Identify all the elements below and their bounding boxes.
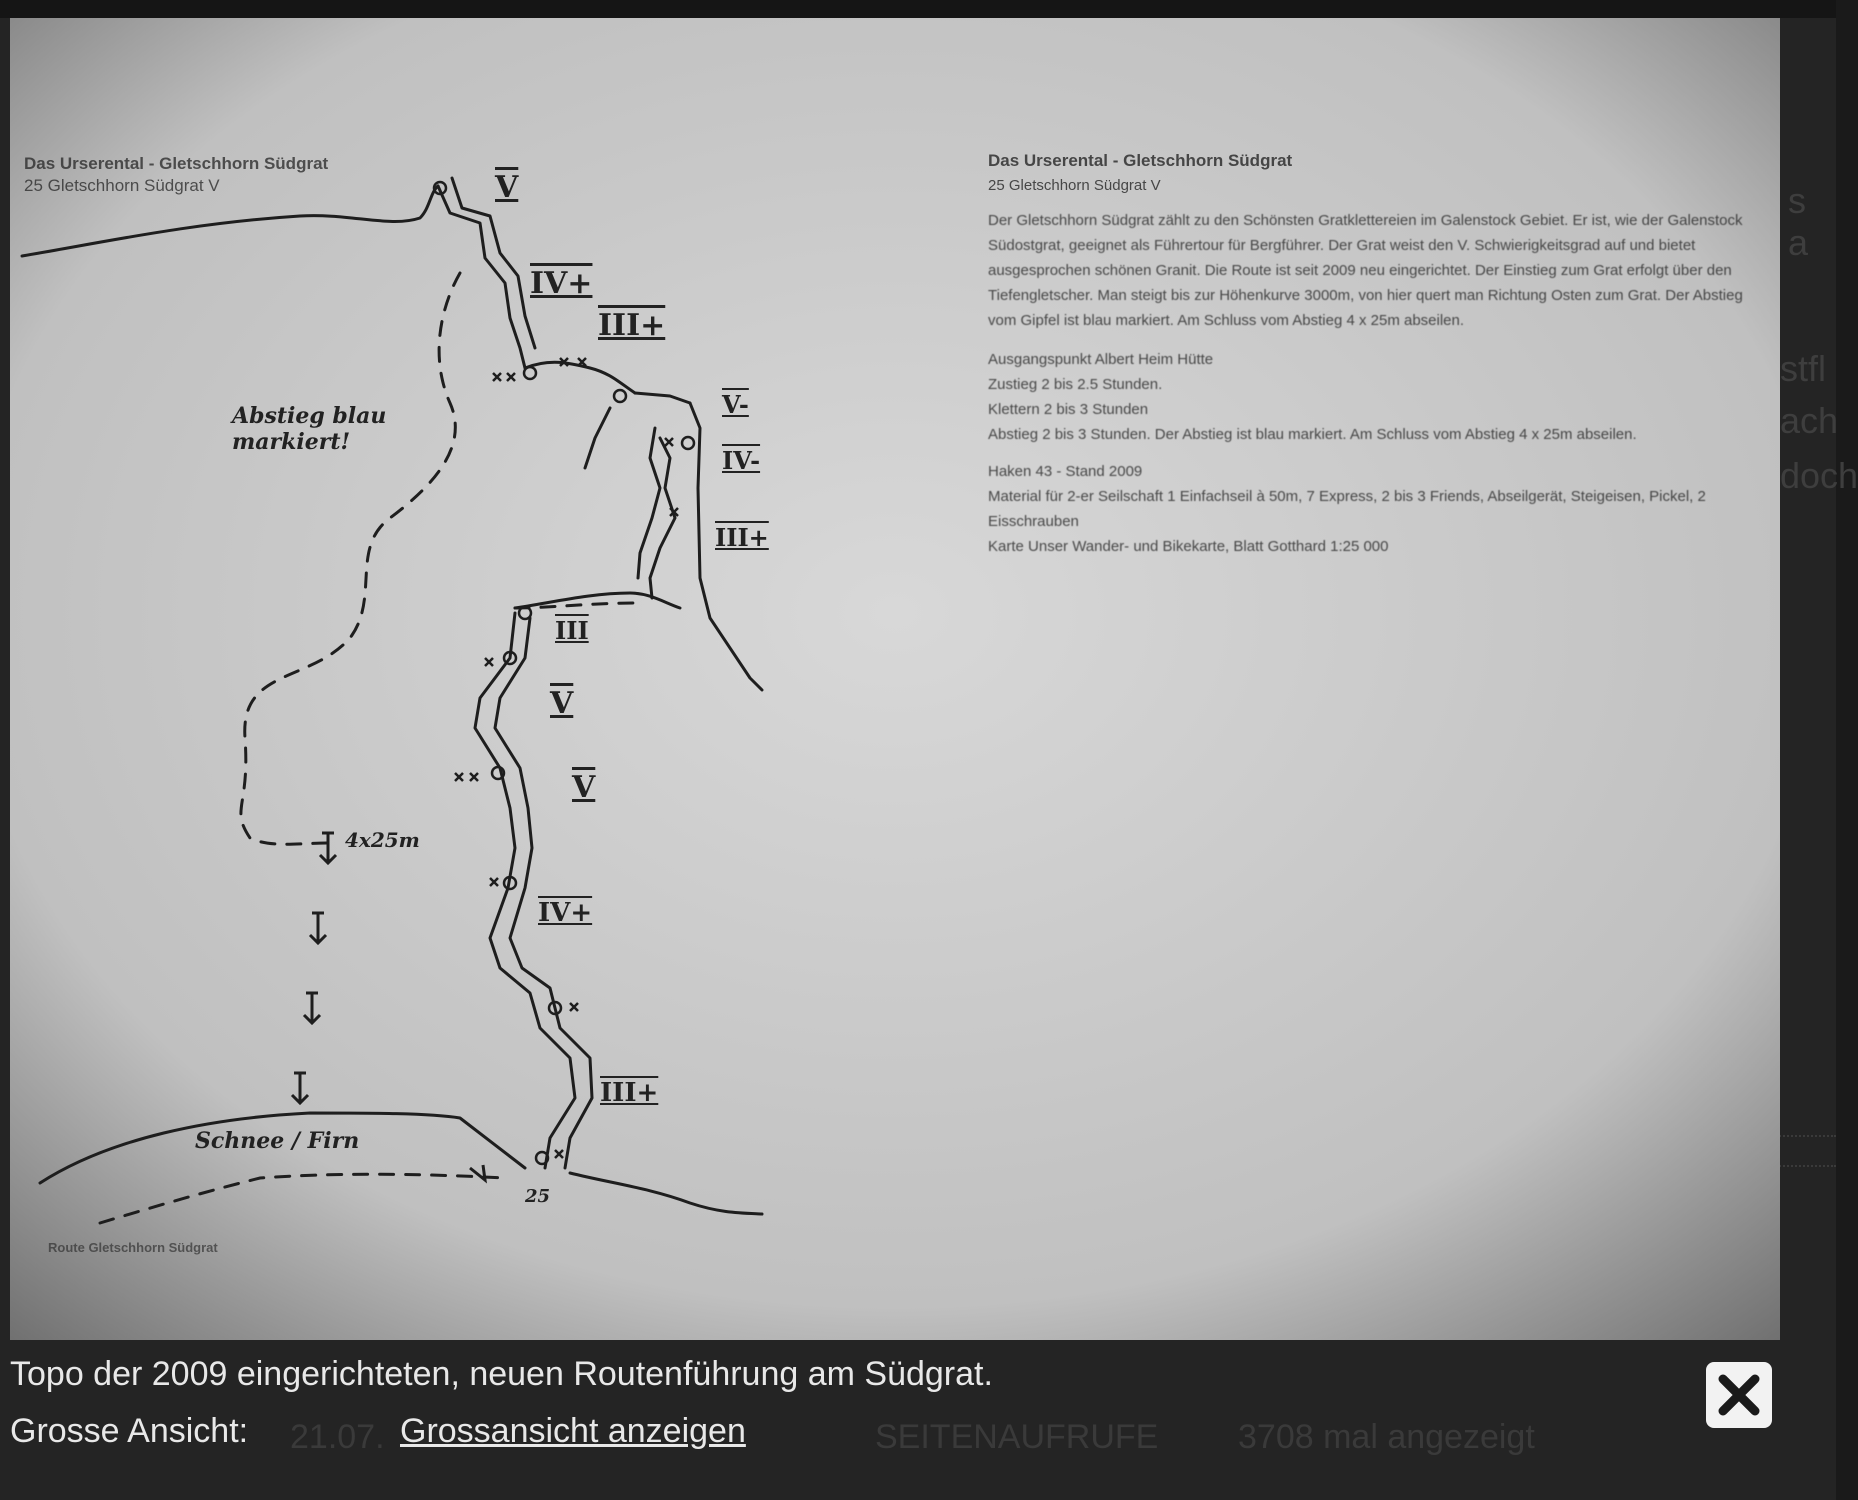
topo-map: Karte Unser Wander- und Bikekarte, Blatt Gotthard 1:25 000 (988, 538, 1389, 555)
background-text-fragment: ach (1780, 400, 1839, 441)
topo-approach: Zustieg 2 bis 2.5 Stunden. (988, 376, 1163, 393)
close-icon (1716, 1372, 1762, 1418)
background-topbar (0, 0, 1836, 18)
lightbox-caption: Topo der 2009 eingerichteten, neuen Routenführung am Südgrat. (10, 1355, 993, 1393)
background-views-label: SEITENAUFRUFE (875, 1418, 1159, 1456)
topo-left-title (24, 153, 328, 197)
topo-left-subtitle: 25 Gletschhorn Südgrat V (24, 176, 220, 195)
grade-label: V (495, 170, 519, 205)
topo-descent: Abstieg 2 bis 3 Stunden. Der Abstieg ist blau markiert. Am Schluss vom Abstieg 4 x 25m abseilen. (988, 426, 1637, 443)
large-view-link[interactable]: Grossansicht anzeigen (400, 1412, 746, 1450)
topo-right-title: Das Urserental - Gletschhorn Südgrat (988, 151, 1293, 170)
background-views-value: 3708 mal angezeigt (1238, 1418, 1535, 1456)
grade-label: V- (722, 390, 749, 419)
topo-description: Der Gletschhorn Südgrat zählt zu den Schönsten Gratklettereien im Galenstock Gebiet. Er ist, wie der Galenstock Südostgrat, geeignet als Führertour für Bergführer. Der Grat weist den V. Schwierigkeitsgrad auf und bietet ausgesprochen schönen Granit. Die Route ist seit 2009 neu eingerichtet. Der Einstieg zum Grat erfolgt über den Tiefengletscher. Man steigt bis zur Höhenkurve 3000m, von hier quert man Richtung Osten zum Grat. Der Abstieg vom Gipfel ist blau markiert. Am Schluss vom Abstieg 4 x 25m abseilen. (988, 212, 1743, 329)
handwritten-snow-label: Schnee / Firn (195, 1128, 360, 1154)
topo-material-block (988, 459, 1768, 559)
grade-label: III+ (598, 308, 666, 343)
topo-info-block (988, 347, 1768, 447)
grade-label: V (550, 686, 574, 721)
background-date: 21.07. (290, 1418, 385, 1456)
background-text-fragment: stfl (1780, 348, 1827, 389)
topo-right-subtitle: 25 Gletschhorn Südgrat V (988, 177, 1161, 194)
large-view-label: Grosse Ansicht: (10, 1412, 249, 1450)
topo-climb: Klettern 2 bis 3 Stunden (988, 401, 1149, 418)
lightbox-image[interactable] (10, 18, 1780, 1340)
divider (1776, 1165, 1836, 1167)
grade-label: IV- (722, 446, 761, 475)
grade-label: III+ (600, 1078, 659, 1108)
grade-label: V (572, 770, 596, 805)
topo-access: Ausgangspunkt Albert Heim Hütte (988, 351, 1214, 368)
handwritten-descent-note: Abstieg blau markiert! (232, 403, 387, 455)
topo-bolts: Haken 43 - Stand 2009 (988, 463, 1143, 480)
grade-label: IV+ (538, 898, 593, 928)
topo-left-title-text: Das Urserental - Gletschhorn Südgrat (24, 154, 329, 173)
route-number: 25 (525, 1186, 551, 1207)
grade-label: III+ (715, 523, 769, 552)
handwritten-abseil-note: 4x25m (345, 828, 420, 852)
topo-material: Material für 2-er Seilschaft 1 Einfachseil à 50m, 7 Express, 2 bis 3 Friends, Abseilgerät, Steigeisen, Pickel, 2 Eisschrauben (988, 488, 1706, 530)
grade-label: III (555, 616, 589, 645)
grade-label: IV+ (530, 266, 593, 301)
background-text-fragment: s a (1788, 180, 1809, 263)
topo-description-block (988, 148, 1768, 571)
divider (1776, 1135, 1836, 1137)
topo-footnote: Route Gletschhorn Südgrat (48, 1240, 218, 1255)
close-button[interactable] (1706, 1362, 1772, 1428)
background-text-fragment: doch (1780, 455, 1858, 496)
